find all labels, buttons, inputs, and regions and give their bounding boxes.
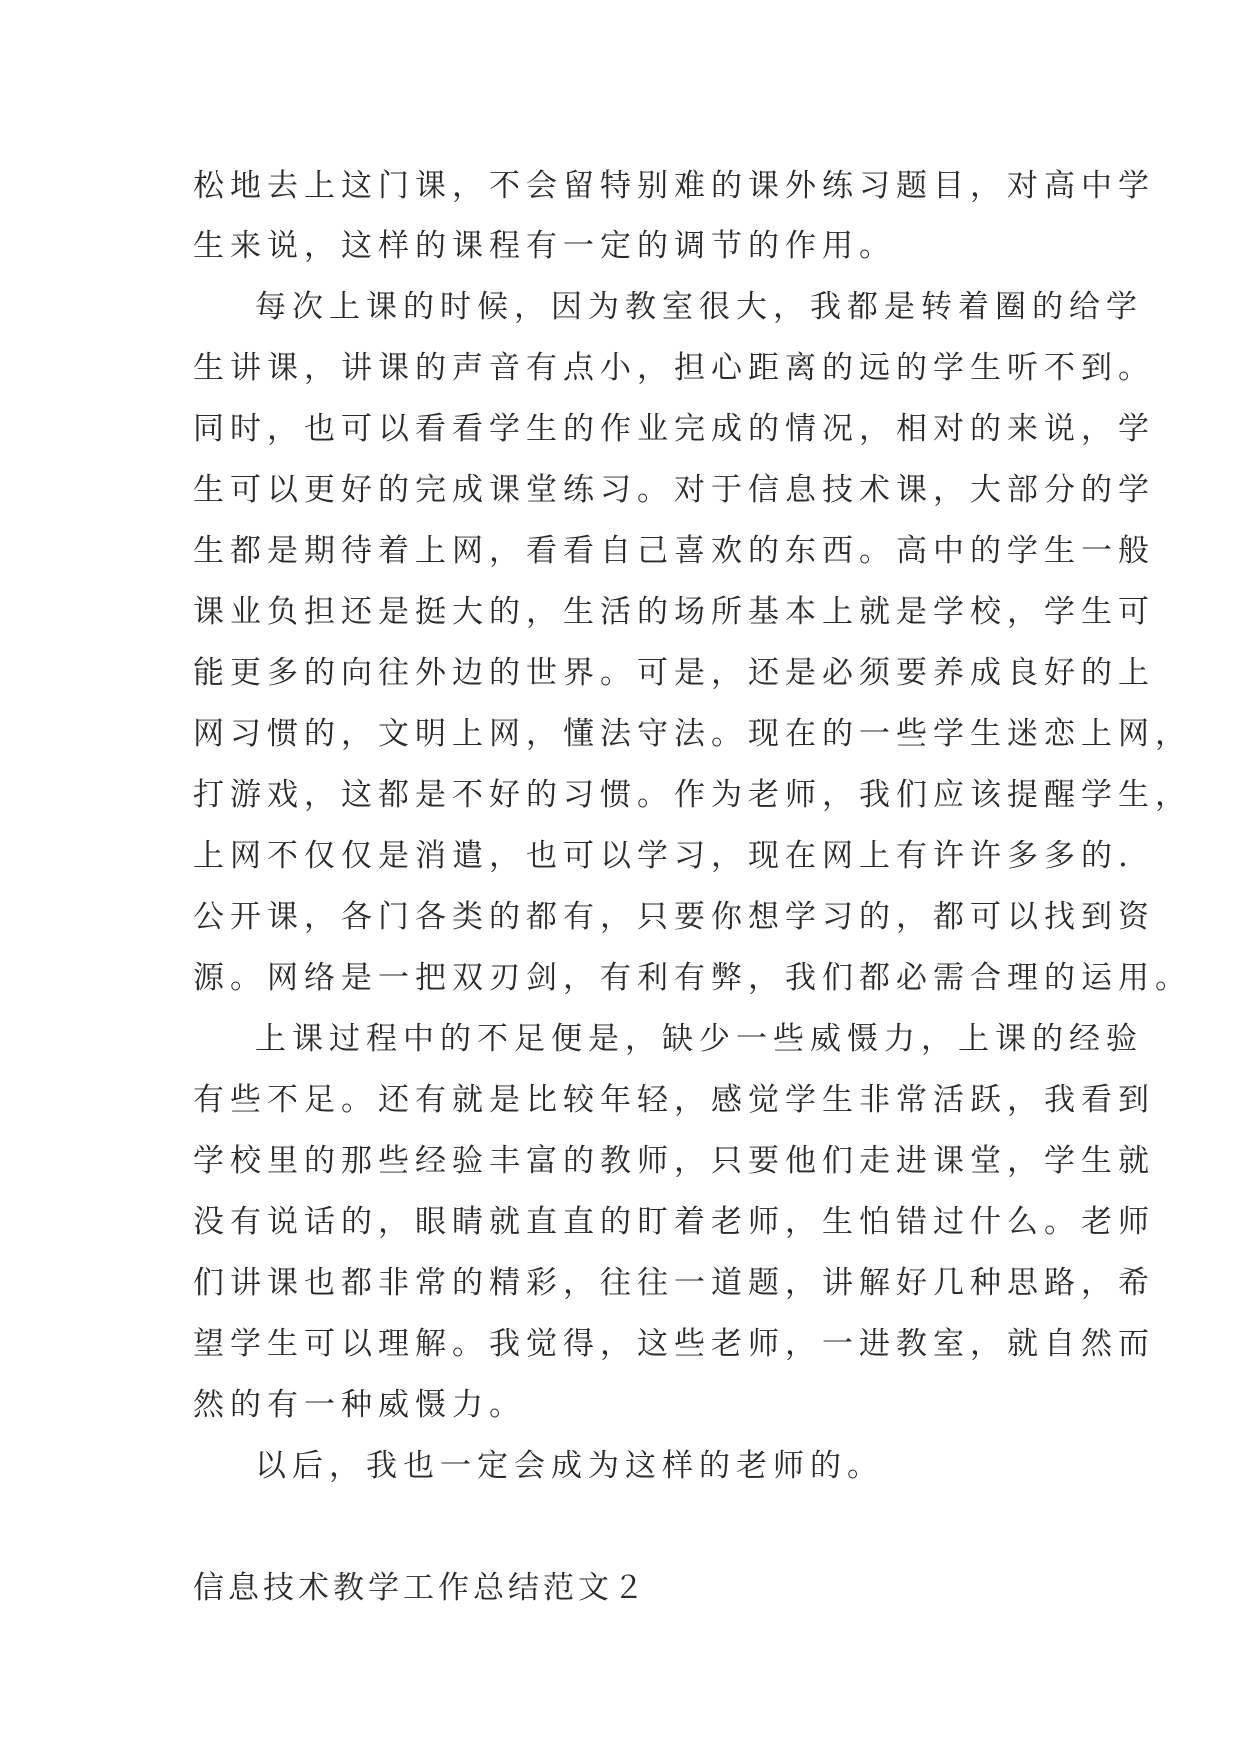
text-line: 有些不足。还有就是比较年轻，感觉学生非常活跃，我看到 xyxy=(193,1082,1155,1118)
paragraph-start-line: 以后，我也一定会成为这样的老师的。 xyxy=(255,1448,884,1484)
text-line: 生讲课，讲课的声音有点小，担心距离的远的学生听不到。 xyxy=(193,350,1155,386)
text-line: 望学生可以理解。我觉得，这些老师，一进教室，就自然而 xyxy=(193,1326,1155,1362)
text-line: 生来说，这样的课程有一定的调节的作用。 xyxy=(193,228,896,264)
text-line: 网习惯的，文明上网，懂法守法。现在的一些学生迷恋上网， xyxy=(193,716,1192,752)
text-line: 能更多的向往外边的世界。可是，还是必须要养成良好的上 xyxy=(193,655,1155,691)
text-line: 松地去上这门课，不会留特别难的课外练习题目，对高中学 xyxy=(193,168,1155,204)
text-line: 打游戏，这都是不好的习惯。作为老师，我们应该提醒学生， xyxy=(193,777,1192,813)
text-line: 们讲课也都非常的精彩，往往一道题，讲解好几种思路，希 xyxy=(193,1265,1155,1301)
text-line: 公开课，各门各类的都有，只要你想学习的，都可以找到资 xyxy=(193,899,1155,935)
section-heading: 信息技术教学工作总结范文２ xyxy=(193,1570,648,1606)
text-line: 课业负担还是挺大的，生活的场所基本上就是学校，学生可 xyxy=(193,594,1155,630)
text-line: 学校里的那些经验丰富的教师，只要他们走进课堂，学生就 xyxy=(193,1143,1155,1179)
text-line: 同时，也可以看看学生的作业完成的情况，相对的来说，学 xyxy=(193,411,1155,447)
paragraph-start-line: 上课过程中的不足便是，缺少一些威慑力，上课的经验 xyxy=(255,1021,1143,1057)
text-line: 生可以更好的完成课堂练习。对于信息技术课，大部分的学 xyxy=(193,472,1155,508)
text-line: 生都是期待着上网，看看自己喜欢的东西。高中的学生一般 xyxy=(193,533,1155,569)
text-line: 源。网络是一把双刃剑，有利有弊，我们都必需合理的运用。 xyxy=(193,960,1192,996)
text-line: 上网不仅仅是消遣，也可以学习，现在网上有许许多多的. xyxy=(193,838,1134,874)
paragraph-start-line: 每次上课的时候，因为教室很大，我都是转着圈的给学 xyxy=(255,289,1143,325)
text-line: 然的有一种威慑力。 xyxy=(193,1387,526,1423)
text-line: 没有说话的，眼睛就直直的盯着老师，生怕错过什么。老师 xyxy=(193,1204,1155,1240)
